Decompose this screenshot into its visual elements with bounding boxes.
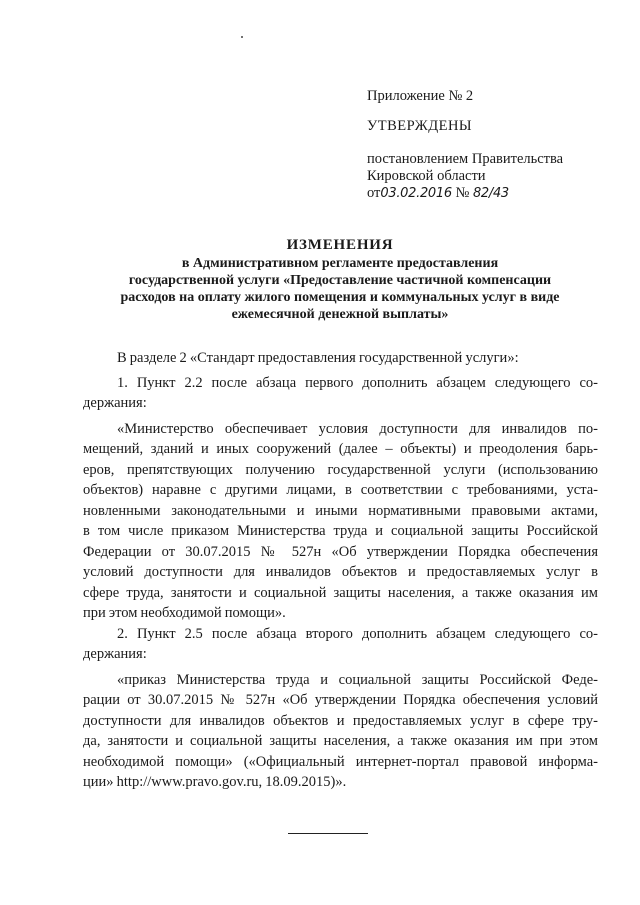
quote-1 xyxy=(83,419,598,624)
section-intro: В разделе 2 «Стандарт предоставления государственной услуги»: xyxy=(117,350,519,366)
paragraph-line: «Министерство обеспечивает условия доступности для инвалидов по- xyxy=(117,420,598,437)
paragraph-line: держания: xyxy=(83,395,147,411)
appendix-label: Приложение № 2 xyxy=(367,88,474,104)
paragraph-line: «приказ Министерства труда и социальной защиты Российской Феде- xyxy=(117,671,598,688)
paragraph-line: да, занятости и социальной защиты населения, а также оказания им при этом xyxy=(83,733,598,749)
handwritten-number: 82/43 xyxy=(472,186,509,201)
paragraph-line: необходимой помощи» («Официальный интернет-портал правовой информа- xyxy=(83,753,598,770)
decree-date-line xyxy=(367,185,617,202)
item-2 xyxy=(83,624,598,665)
number-prefix: № xyxy=(455,185,470,201)
paragraph-line: Федерации от 30.07.2015 № 527н «Об утверждении Порядка обеспечения xyxy=(83,543,598,560)
decree-line: Кировской области xyxy=(367,168,486,184)
paragraph-line: рации от 30.07.2015 № 527н «Об утверждении Порядка обеспечения условий xyxy=(83,692,598,708)
subtitle-line: ежемесячной денежной выплаты» xyxy=(231,307,449,322)
subtitle-line: в Административном регламенте предоставления xyxy=(181,256,499,271)
quote-2 xyxy=(83,670,598,793)
paragraph-line: при этом необходимой помощи». xyxy=(83,605,286,621)
paragraph-line: ции» http://www.pravo.gov.ru, 18.09.2015)». xyxy=(83,774,347,790)
paragraph-line: 2. Пункт 2.5 после абзаца второго дополнить абзацем следующего со- xyxy=(117,625,598,642)
date-prefix: от xyxy=(367,185,381,201)
paragraph-line: условий доступности для инвалидов объектов и предоставляемых услуг в xyxy=(83,564,598,580)
paragraph-line: новленными законодательными и иными нормативными правовыми актами, xyxy=(83,502,598,519)
scan-speck xyxy=(241,36,243,38)
document-title: ИЗМЕНЕНИЯ xyxy=(286,237,394,253)
document-body xyxy=(83,348,598,793)
document-title-block xyxy=(70,236,610,323)
subtitle-line: расходов на оплату жилого помещения и коммунальных услуг в виде xyxy=(120,290,560,305)
paragraph-line: мещений, зданий и иных сооружений (далее – объекты) и преодоления барь- xyxy=(83,441,598,457)
paragraph-line: сфере труда, занятости и социальной защиты населения, а также оказания им xyxy=(83,584,598,601)
paragraph-line: еров, препятствующих получению государственной услуги (использованию xyxy=(83,461,598,478)
paragraph-line: доступности для инвалидов объектов и предоставляемых услуг в сфере тру- xyxy=(83,712,598,729)
handwritten-date: 03.02.2016 xyxy=(380,186,452,201)
closing-rule xyxy=(288,833,368,834)
paragraph-line: объектов) наравне с другими лицами, в соответствии с требованиями, уста- xyxy=(83,482,598,498)
document-subtitle xyxy=(70,255,610,323)
paragraph-line: держания: xyxy=(83,646,147,662)
item-1 xyxy=(83,373,598,414)
paragraph-line: 1. Пункт 2.2 после абзаца первого дополнить абзацем следующего со- xyxy=(117,374,598,391)
decree-line: постановлением Правительства xyxy=(367,151,564,167)
subtitle-line: государственной услуги «Предоставление частичной компенсации xyxy=(128,273,552,288)
paragraph-line: в том числе приказом Министерства труда и социальной защиты Российской xyxy=(83,523,598,539)
approval-block xyxy=(367,88,617,202)
approved-label: УТВЕРЖДЕНЫ xyxy=(367,118,473,134)
